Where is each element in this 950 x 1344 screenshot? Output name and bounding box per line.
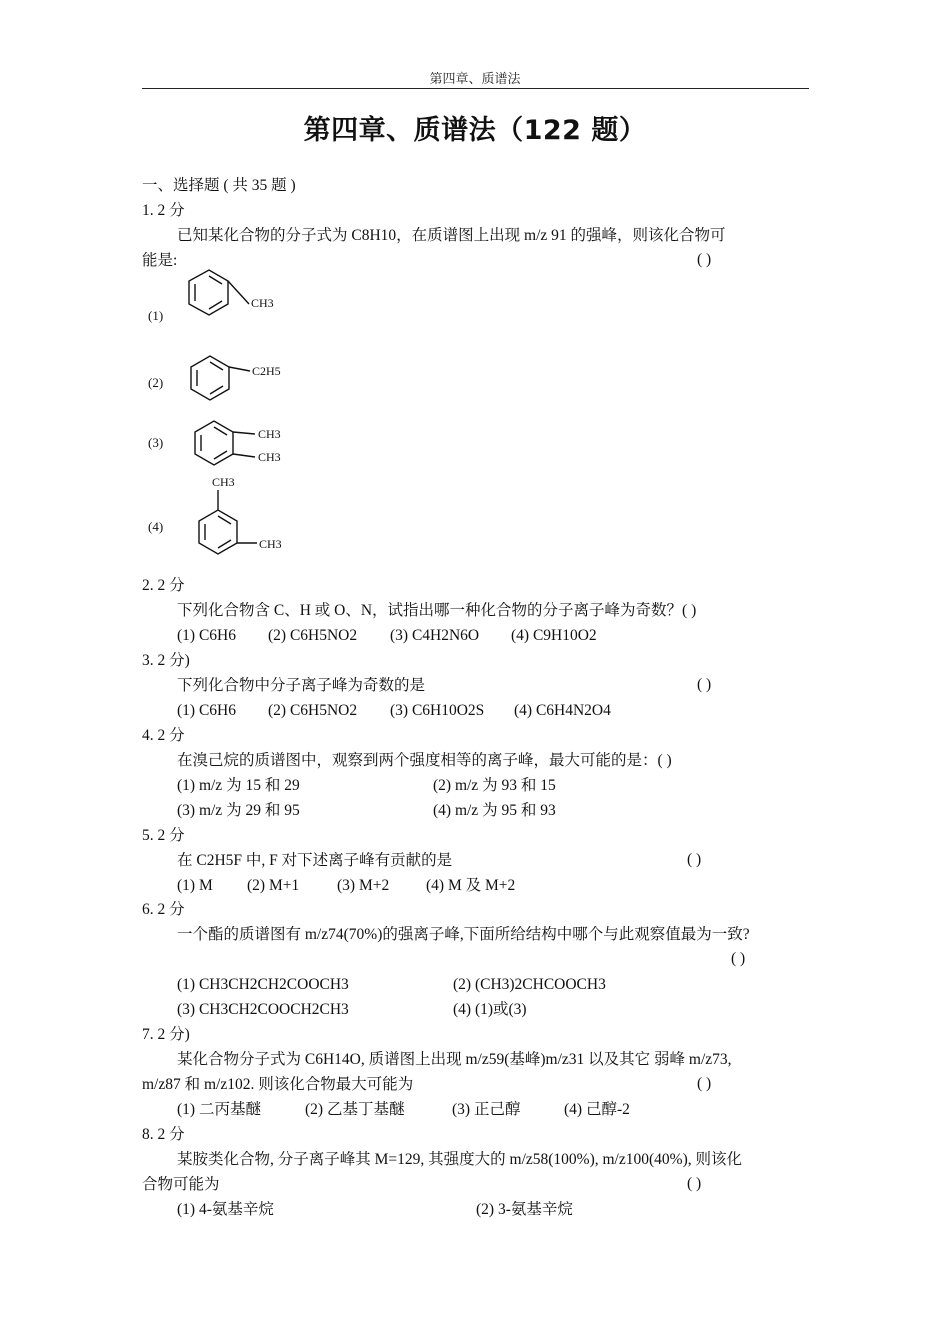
q3-answer-paren: ( ) [697, 676, 712, 693]
q7-option-1: (1) 二丙基醚 [177, 1101, 261, 1118]
q2-option-4: (4) C9H10O2 [511, 627, 597, 644]
q8-text-line1: 某胺类化合物, 分子离子峰其 M=129, 其强度大的 m/z58(100%), m/z100(40%), 则该化 [177, 1151, 742, 1168]
q1-option-label-2: (2) [148, 375, 164, 390]
q4-option-2: (2) m/z 为 93 和 15 [433, 777, 556, 794]
q5-option-4: (4) M 及 M+2 [426, 877, 516, 894]
toluene-structure [189, 270, 249, 315]
q6-answer-paren: ( ) [731, 950, 746, 967]
q6-number: 6. 2 分 [142, 901, 185, 918]
o-xylene-structure [195, 421, 255, 465]
q3-option-3: (3) C6H10O2S [390, 702, 485, 719]
q8-option-2: (2) 3-氨基辛烷 [476, 1201, 573, 1218]
q2-number: 2. 2 分 [142, 577, 185, 594]
q1-option-label-3: (3) [148, 435, 164, 450]
page-header: 第四章、质谱法 [429, 71, 521, 86]
page-title: 第四章、质谱法（122 题） [303, 115, 647, 146]
q4-option-1: (1) m/z 为 15 和 29 [177, 777, 300, 794]
q7-answer-paren: ( ) [697, 1075, 712, 1092]
q4-option-3: (3) m/z 为 29 和 95 [177, 802, 300, 819]
q1-option-label-1: (1) [148, 308, 164, 323]
q3-option-4: (4) C6H4N2O4 [514, 702, 611, 719]
q6-text: 一个酯的质谱图有 m/z74(70%)的强离子峰,下面所给结构中哪个与此观察值最为一致? [177, 926, 750, 943]
q3-text: 下列化合物中分子离子峰为奇数的是 [177, 677, 426, 694]
q5-number: 5. 2 分 [142, 827, 185, 844]
q8-text-line2: 合物可能为 [142, 1176, 220, 1193]
q1-s3-group-b: CH3 [258, 450, 281, 464]
q1-s2-group: C2H5 [252, 364, 281, 378]
q2-text: 下列化合物含 C、H 或 O、N，试指出哪一种化合物的分子离子峰为奇数？( ) [177, 602, 697, 619]
q7-text-line1: 某化合物分子式为 C6H14O, 质谱图上出现 m/z59(基峰)m/z31 以及其它 弱峰 m/z73, [177, 1051, 732, 1068]
q8-number: 8. 2 分 [142, 1126, 185, 1143]
q2-option-3: (3) C4H2N6O [390, 627, 480, 644]
q5-answer-paren: ( ) [687, 851, 702, 868]
q5-option-3: (3) M+2 [337, 877, 390, 894]
q6-option-1: (1) CH3CH2CH2COOCH3 [177, 976, 349, 993]
q7-number: 7. 2 分) [142, 1026, 190, 1043]
q3-option-2: (2) C6H5NO2 [268, 702, 358, 719]
q5-option-2: (2) M+1 [247, 877, 300, 894]
q3-option-1: (1) C6H6 [177, 702, 236, 719]
q7-option-2: (2) 乙基丁基醚 [305, 1101, 405, 1118]
q7-option-3: (3) 正己醇 [452, 1101, 521, 1118]
q2-option-1: (1) C6H6 [177, 627, 236, 644]
q8-answer-paren: ( ) [687, 1175, 702, 1192]
q7-text-line2: m/z87 和 m/z102. 则该化合物最大可能为 [142, 1076, 414, 1093]
q4-option-4: (4) m/z 为 95 和 93 [433, 802, 556, 819]
q1-s1-group: CH3 [251, 296, 274, 310]
q1-text-line1: 已知某化合物的分子式为 C8H10，在质谱图上出现 m/z 91 的强峰，则该化合物可 [177, 227, 726, 244]
q2-option-2: (2) C6H5NO2 [268, 627, 358, 644]
q4-text: 在溴己烷的质谱图中，观察到两个强度相等的离子峰，最大可能的是：( ) [177, 752, 672, 769]
q3-number: 3. 2 分) [142, 652, 190, 669]
q4-number: 4. 2 分 [142, 727, 185, 744]
q1-option-label-4: (4) [148, 519, 164, 534]
q5-option-1: (1) M [177, 877, 213, 894]
q1-s4-group-b: CH3 [259, 537, 282, 551]
q6-option-2: (2) (CH3)2CHCOOCH3 [453, 976, 606, 993]
q8-option-1: (1) 4-氨基辛烷 [177, 1201, 274, 1218]
q1-s4-group-a: CH3 [212, 475, 235, 489]
section-heading: 一、选择题 ( 共 35 题 ) [142, 177, 296, 194]
m-xylene-structure [199, 490, 257, 554]
q5-text: 在 C2H5F 中, F 对下述离子峰有贡献的是 [177, 852, 453, 869]
ethylbenzene-structure [191, 356, 250, 400]
q1-answer-paren: ( ) [697, 251, 712, 268]
q1-number: 1. 2 分 [142, 202, 185, 219]
q7-option-4: (4) 己醇-2 [564, 1101, 630, 1118]
q1-text-line2: 能是: [142, 252, 178, 269]
q6-option-3: (3) CH3CH2COOCH2CH3 [177, 1001, 349, 1018]
q1-s3-group-a: CH3 [258, 427, 281, 441]
q6-option-4: (4) (1)或(3) [453, 1001, 527, 1018]
q1-structure-diagrams [0, 0, 950, 600]
